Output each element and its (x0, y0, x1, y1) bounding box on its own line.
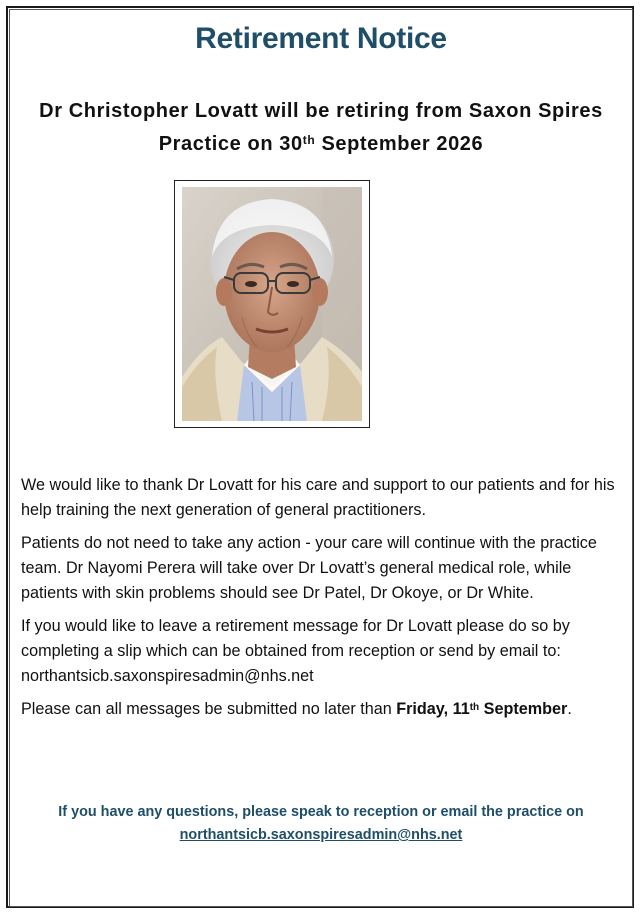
doctor-photo (182, 187, 362, 421)
notice-body (21, 473, 621, 730)
deadline-paragraph (21, 697, 621, 722)
deadline-ordinal: th (469, 702, 480, 713)
thanks-paragraph: We would like to thank Dr Lovatt for his care and support to our patients and for his help training the next generation of general practitioners. (21, 476, 615, 519)
headline-text: Dr Christopher Lovatt will be retiring from Saxon Spires Practice on 30 (39, 100, 603, 155)
contact-footer (20, 801, 622, 847)
admin-email-text: northantsicb.saxonspiresadmin@nhs.net (21, 667, 314, 685)
retirement-headline (30, 95, 612, 161)
photo-frame (174, 180, 370, 428)
care-continuity-paragraph: Patients do not need to take any action - your care will continue with the practice team. Dr Nayomi Perera will take over Dr Lovatt’s general medical role, while patients with skin problems should see Dr Patel, Dr Okoye, or Dr White. (21, 534, 597, 602)
doctor-photo-illustration (182, 187, 362, 421)
footer-questions-text: If you have any questions, please speak to reception or email the practice on (58, 804, 584, 820)
deadline-suffix: . (567, 700, 572, 718)
headline-date-text: September 2026 (315, 133, 484, 155)
deadline-prefix: Please can all messages be submitted no later than (21, 700, 397, 718)
deadline-month: September (479, 700, 568, 718)
message-instructions-text: If you would like to leave a retirement message for Dr Lovatt please do so by completing a slip which can be obtained from reception or send by email to: (21, 617, 570, 660)
footer-email-link[interactable]: northantsicb.saxonspiresadmin@nhs.net (179, 827, 463, 843)
deadline-day: Friday, 11 (396, 700, 470, 718)
headline-ordinal: th (302, 133, 316, 147)
message-instructions-paragraph (21, 614, 621, 689)
page-title: Retirement Notice (195, 22, 447, 55)
